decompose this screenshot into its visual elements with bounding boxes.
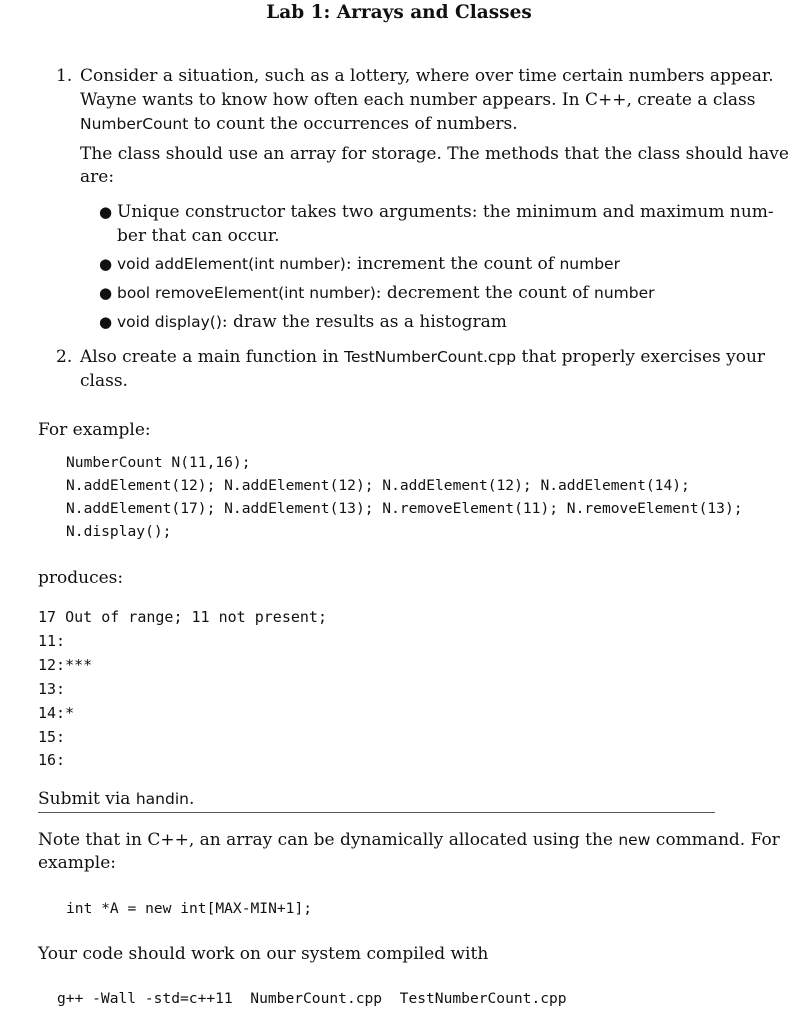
item1-para2-line1: The class should use an array for storage. The methods that the class should have (80, 144, 789, 164)
produces-label: produces: (38, 568, 124, 588)
output-line: 15: (38, 728, 66, 746)
page-title: Lab 1: Arrays and Classes (266, 2, 532, 23)
example-code-line: NumberCount N(11,16); (66, 454, 251, 471)
item2-text2: that properly exercises your (516, 347, 766, 367)
item2-line1 (80, 347, 765, 367)
note-line2: example: (38, 853, 117, 873)
bullet-icon: ● (99, 313, 113, 331)
output-line: 13: (38, 680, 66, 698)
submit-line (38, 789, 194, 809)
example-code-line: N.display(); (66, 523, 172, 540)
example-code-line: N.addElement(17); N.addElement(13); N.removeElement(11); N.removeElement(13); (66, 500, 743, 517)
item-number-1: 1. (56, 66, 73, 86)
bullet3-code2: number (594, 284, 655, 302)
example-code-line: N.addElement(12); N.addElement(12); N.addElement(12); N.addElement(14); (66, 477, 690, 494)
bullet1-line2: ber that can occur. (117, 226, 280, 246)
note-text: Note that in C++, an array can be dynamically allocated using the (38, 830, 619, 850)
item2-line2: class. (80, 371, 128, 391)
item1-line3-text: to count the occurrences of numbers. (188, 114, 518, 134)
bullet2-code: void addElement(int number) (117, 255, 346, 273)
note-line1 (38, 830, 780, 850)
output-line: 14:* (38, 704, 75, 722)
item1-line2: Wayne wants to know how often each number appears. In C++, create a class (80, 90, 756, 110)
bullet-icon: ● (99, 284, 113, 302)
bullet4 (117, 312, 507, 332)
bullet2-code2: number (559, 255, 620, 273)
bullet1-line1: Unique constructor takes two arguments: the minimum and maximum num- (117, 202, 774, 222)
submit-text: Submit via (38, 789, 136, 809)
compile-intro: Your code should work on our system compiled with (38, 944, 489, 964)
compile-command: g++ -Wall -std=c++11 NumberCount.cpp TestNumberCount.cpp (57, 990, 567, 1007)
output-line: 17 Out of range; 11 not present; (38, 608, 327, 626)
test-file-code: TestNumberCount.cpp (344, 348, 517, 366)
alloc-code: int *A = new int[MAX-MIN+1]; (66, 900, 313, 917)
bullet4-text: : draw the results as a histogram (221, 312, 507, 332)
divider (38, 812, 715, 813)
handin-code: handin (135, 790, 189, 808)
class-name-code: NumberCount (80, 115, 189, 133)
bullet3 (117, 283, 655, 303)
bullet3-text: : decrement the count of (375, 283, 595, 303)
bullet4-code: void display() (117, 313, 222, 331)
output-line: 12:*** (38, 656, 93, 674)
item1-para2-line2: are: (80, 167, 115, 187)
bullet2 (117, 254, 620, 274)
item-number-2: 2. (56, 347, 73, 367)
item1-line1: Consider a situation, such as a lottery, where over time certain numbers appear. (80, 66, 774, 86)
example-intro: For example: (38, 420, 151, 440)
bullet-icon: ● (99, 255, 113, 273)
item2-text: Also create a main function in (80, 347, 345, 367)
submit-period: . (188, 789, 195, 809)
item1-line3 (80, 114, 518, 134)
output-line: 11: (38, 632, 66, 650)
output-line: 16: (38, 751, 66, 769)
bullet3-code: bool removeElement(int number) (117, 284, 376, 302)
bullet-icon: ● (99, 203, 113, 221)
new-keyword-code: new (618, 831, 651, 849)
bullet2-text: : increment the count of (345, 254, 560, 274)
note-text2: command. For (650, 830, 780, 850)
